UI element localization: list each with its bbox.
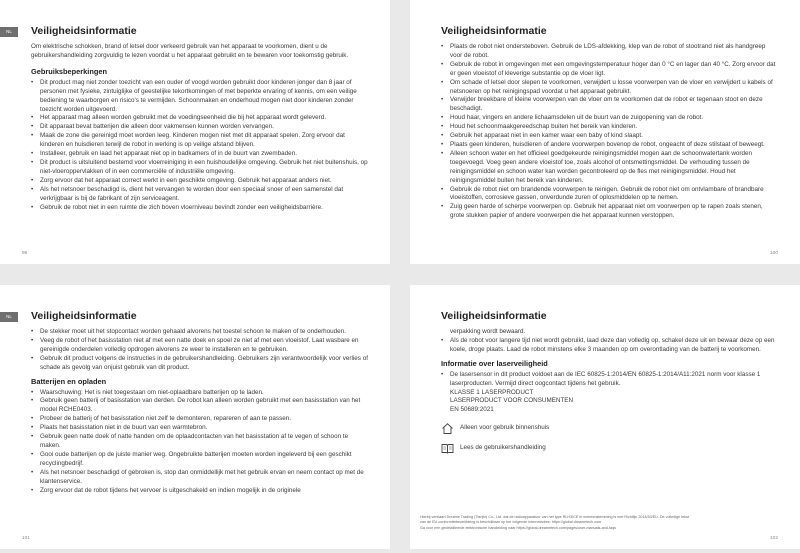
page-content (441, 328, 778, 455)
list-item: • Zorg ervoor dat de robot tijdens het vervoer is uitgeschakeld en indien mogelijk in de originele (31, 487, 368, 496)
list-item: • Als het netsnoer beschadigd is, dient het vervangen te worden door een speciaal snoer of een samenstel dat verkrijgbaar is bij de fabrikant of zijn serviceagent. (31, 186, 368, 204)
list-item: • Zorg ervoor dat het apparaat correct werkt in een geschikte omgeving. Gebruik het apparaat anders niet. (31, 177, 368, 186)
bullet-list (31, 389, 368, 496)
page-title: Veiligheidsinformatie (31, 25, 137, 37)
footnote-line: Ga voor een gedetailleerde elektronische handleiding naar https://global.dreametech.com/pages/user-manuals-and-faqs (420, 525, 616, 530)
list-item: • Gebruik de robot niet in een ruimte die zich boven vloerniveau bevindt zonder een veiligheidsbarrière. (31, 204, 368, 213)
intro-paragraph: Om elektrische schokken, brand of letsel door verkeerd gebruik van het apparaat te voorkomen, dient u de gebruikershandleiding zorgvuldig te lezen voordat u het apparaat gebruikt en te bewaren voor toekomstig gebruik. (31, 43, 349, 59)
footnote-line: van de EU-conformiteitsverklaring is beschikbaar op het volgende internetadres: https://global.dreametech.com (420, 520, 602, 525)
page-number: 99 (22, 251, 28, 256)
section-heading: Batterijen en opladen (31, 376, 107, 386)
list-item: • Dit product mag niet zonder toezicht van een ouder of voogd worden gebruikt door kinderen jonger dan 8 jaar of personen met fysieke, zintuiglijke of geestelijke tekortkomingen of met beperkte ervaring of kennis, om een veilige bediening te waarborgen en risico's te vermijden. Schoonmaken en onderhoud mogen niet door kinderen zonder toezicht worden uitgevoerd. (31, 79, 368, 115)
language-tab: NL (0, 312, 18, 322)
page-99 (0, 0, 390, 264)
list-item (441, 371, 778, 416)
list-item: • Plaats het basisstation niet in de buurt van een warmtebron. (31, 424, 368, 433)
bullet-list (441, 328, 778, 355)
list-item: • Gooi oude batterijen op de juiste manier weg. Ongebruikte batterijen moeten worden ingeleverd bij een geschikt recyclingbedrijf. (31, 451, 368, 469)
list-item: • Veeg de robot of het basisstation niet af met een natte doek en spoel ze niet af met een vloeistof. Laat wasbare en gereinigde onderdelen volledig opdrogen alvorens ze weer te installeren en te gebruiken. (31, 337, 368, 355)
list-item: • Gebruik de robot in omgevingen met een omgevingstemperatuur hoger dan 0 °C en lager dan 40 °C. Zorg ervoor dat er geen vloeistof of kleverige substantie op de vloer ligt. (441, 61, 778, 79)
language-tab: NL (0, 27, 18, 37)
page-101 (0, 285, 390, 549)
list-item: • Gebruik geen natte doek of natte handen om de oplaadcontacten van het basisstation af te vegen of schoon te maken. (31, 433, 368, 451)
read-manual-row (441, 441, 778, 455)
indoor-use-label: Alleen voor gebruik binnenshuis (460, 423, 550, 431)
list-item: • Als het netsnoer beschadigd of gebroken is, stop dan onmiddellijk met het gebruik ervan en neem contact op met de klantenservice. (31, 469, 368, 487)
list-item: • Gebruik het apparaat niet in een kamer waar een baby of kind slaapt. (441, 132, 778, 141)
bullet-list (441, 371, 778, 416)
list-item: • Alleen schoon water en het officieel goedgekeurde reinigingsmiddel mogen aan de schoonwatertank worden toegevoegd. Voeg geen andere vloeistof toe, zoals alcohol of ontsmettingsmiddel. De verhouding tussen de reinigingsmiddel en schoon water kan worden gecontroleerd op de fles met reinigingsmiddel. Houd het reinigingsmiddel buiten het bereik van kinderen. (441, 150, 778, 186)
page-100 (410, 0, 800, 264)
page-content (31, 328, 368, 495)
indoor-use-row (441, 421, 778, 435)
list-item: • Gebruik geen batterij of basisstation van derden. De robot kan alleen worden gebruikt met een basisstation van het model RCHE0403. (31, 397, 368, 415)
page-title: Veiligheidsinformatie (441, 310, 547, 322)
list-item: • Om schade of letsel door slepen te voorkomen, verwijdert u losse voorwerpen van de vloer en verwijdert u kabels of netsnoeren op het reinigingspad voordat u het apparaat gebruikt. (441, 79, 778, 97)
declaration-footnote (420, 515, 786, 531)
list-item: • Plaats de robot niet ondersteboven. Gebruik de LDS-afdekking, klep van de robot of stootrand niet als handgreep voor de robot. (441, 43, 778, 61)
list-item: • Installeer, gebruik en laad het apparaat niet op in badkamers of in de buurt van zwembaden. (31, 150, 368, 159)
read-manual-label: Lees de gebruikershandleiding (460, 443, 546, 451)
footnote-line: Hierbij verklaart Dreame Trading (Tianjin) Co., Ltd. dat de radioapparatuur van het type RLH3ICE in overeenstemming is met Richtlijn 2014/53/EU. De volledige tekst (420, 514, 689, 519)
list-item: • Maak de zone die gereinigd moet worden leeg. Kinderen mogen niet met dit apparaat spelen. Zorg ervoor dat kinderen en huisdieren terwijl de robot in werking is op veilige afstand blijven. (31, 132, 368, 150)
list-item: • Gebruik dit product volgens de instructies in de gebruikershandleiding. Gebruikers zijn verantwoordelijk voor verlies of schade als gevolg van onjuist gebruik van dit product. (31, 355, 368, 373)
list-item: • Dit apparaat bevat batterijen die alleen door vakmensen kunnen worden vervangen. (31, 123, 368, 132)
list-item-continuation: verpakking wordt bewaard. (450, 328, 526, 335)
list-item: • Plaats geen kinderen, huisdieren of andere voorwerpen bovenop de robot, ongeacht of deze stilstaat of beweegt. (441, 141, 778, 150)
page-title: Veiligheidsinformatie (31, 310, 137, 322)
bullet-list (31, 79, 368, 213)
manual-book-icon (441, 442, 454, 455)
list-item: • Waarschuwing: Het is niet toegestaan om niet-oplaadbare batterijen op te laden. (31, 389, 368, 398)
page-number: 101 (22, 536, 31, 541)
page-content (31, 43, 368, 212)
laser-class-line: LASERPRODUCT VOOR CONSUMENTEN (450, 397, 574, 405)
section-heading: Informatie over laserveiligheid (441, 358, 548, 368)
page-102 (410, 285, 800, 549)
page-number: 100 (769, 251, 778, 256)
list-item: • Houd het schoonmaakgereedschap buiten het bereik van kinderen. (441, 123, 778, 132)
list-item: • Dit product is uitsluitend bestemd voor vloerreiniging in een huishoudelijke omgeving. Gebruik het niet buitenshuis, op niet-vloeroppervlakken of in een commerciële of industriële omgeving. (31, 159, 368, 177)
list-item: • Gebruik de robot niet om brandende voorwerpen te reinigen. Gebruik de robot niet om ontvlambare of brandbare vloeistoffen, corrosieve gassen, onverdunde zuren of oplosmiddelen op te nemen. (441, 186, 778, 204)
page-content (441, 43, 778, 221)
page-title: Veiligheidsinformatie (441, 25, 547, 37)
laser-class-line: KLASSE 1 LASERPRODUCT (450, 388, 534, 396)
laser-class-line: EN 50689:2021 (450, 406, 494, 414)
list-item: • Probeer de batterij of het basisstation niet zelf te demonteren, repareren of aan te passen. (31, 415, 368, 424)
list-item: • Verwijder breekbare of kleine voorwerpen van de vloer om te voorkomen dat de robot er tegenaan stoot en deze beschadigt. (441, 96, 778, 114)
bullet-list (31, 328, 368, 373)
section-heading: Gebruiksbeperkingen (31, 66, 107, 76)
bullet-list (441, 43, 778, 221)
list-item: • Zuig geen harde of scherpe voorwerpen op. Gebruik het apparaat niet om voorwerpen op te rapen zoals stenen, grote stukken papier of andere voorwerpen die het apparaat kunnen verstoppen. (441, 203, 778, 221)
list-item: • Houd haar, vingers en andere lichaamsdelen uit de buurt van de zuigopening van de robot. (441, 114, 778, 123)
laser-compliance-text: De lasersensor in dit product voldoet aan de IEC 60825-1:2014/EN 60825-1:2014/A11:2021 norm voor klasse 1 laserproducten. Vermijd direct oogcontact tijdens het gebruik. (450, 370, 761, 387)
list-item: • De stekker moet uit het stopcontact worden gehaald alvorens het toestel schoon te maken of te onderhouden. (31, 328, 368, 337)
house-icon (441, 422, 454, 435)
list-item: • Als de robot voor langere tijd niet wordt gebruikt, laad deze dan volledig op, schakel deze uit en bewaar deze op een koele, droge plaats. Laad de robot minstens elke 3 maanden op om overontlading van de batterij te voorkomen. (441, 337, 778, 355)
page-number: 102 (769, 536, 778, 541)
list-item: • Het apparaat mag alleen worden gebruikt met de voedingseenheid die bij het apparaat wordt geleverd. (31, 114, 368, 123)
